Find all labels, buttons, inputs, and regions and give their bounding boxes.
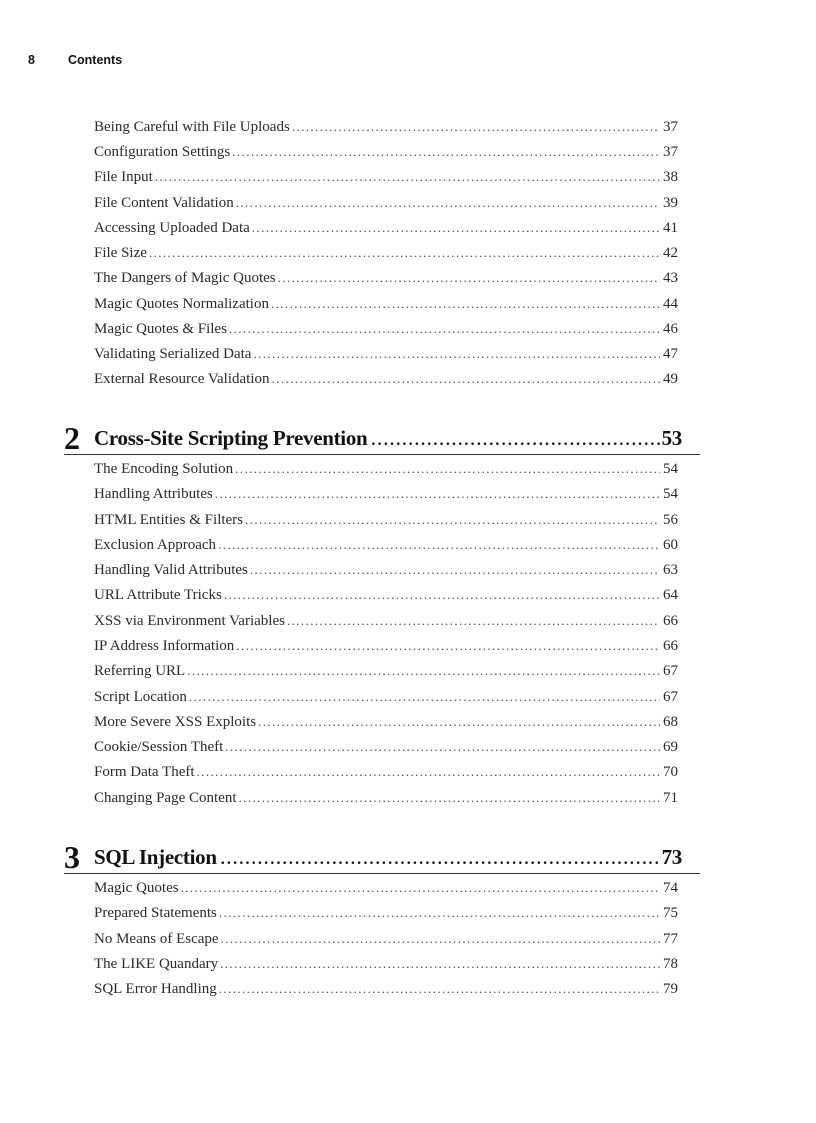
toc-entry-page: 66 [663,613,678,629]
dot-leader [292,118,660,136]
toc-entry-title: HTML Entities & Filters [94,512,244,528]
toc-entry-title: File Size [94,245,147,261]
toc-entry-title: External Resource Validation [94,371,270,387]
toc-entry[interactable] [94,879,678,897]
toc-entry-title: The Dangers of Magic Quotes [94,270,276,286]
dot-leader [149,244,660,262]
toc-entry-title: IP Address Information [94,638,235,654]
chapter-number: 3 [64,839,80,875]
toc-entry-page: 47 [663,346,678,362]
toc-entry-title: File Content Validation [94,195,234,211]
dot-leader [225,738,660,756]
dot-leader [189,688,660,706]
toc-entry-title: SQL Error Handling [94,981,217,997]
toc-entry-page: 69 [663,739,678,755]
dot-leader [155,168,660,186]
toc-entry[interactable] [94,345,678,363]
dot-leader [245,511,660,529]
dot-leader [235,460,660,478]
toc-entry[interactable] [94,713,678,731]
toc-entry[interactable] [94,118,678,136]
toc-entry-page: 38 [663,169,678,185]
toc-entry-page: 60 [663,537,678,553]
toc-entry-title: XSS via Environment Variables [94,613,285,629]
toc-entry-page: 71 [663,790,678,806]
toc-entry[interactable] [94,269,678,287]
dot-leader [278,269,660,287]
toc-entry[interactable] [94,194,678,212]
toc-entry-page: 77 [663,931,678,947]
toc-entry[interactable] [94,143,678,161]
toc-entry-title: Magic Quotes & Files [94,321,227,337]
toc-entry-page: 64 [663,587,678,603]
toc-entry-title: Magic Quotes Normalization [94,296,269,312]
toc-entry[interactable] [94,561,678,579]
toc-entry-page: 41 [663,220,678,236]
toc-entry-page: 75 [663,905,678,921]
dot-leader [181,879,660,897]
dot-leader [224,586,660,604]
dot-leader [219,904,660,922]
toc-entry-title: Changing Page Content [94,790,237,806]
toc-entry-page: 37 [663,144,678,160]
page-number: 8 [28,53,35,67]
toc-entry-title: The LIKE Quandary [94,956,219,972]
toc-entry-page: 54 [663,486,678,502]
toc-entry-page: 39 [663,195,678,211]
dot-leader [187,662,660,680]
toc-entry-title: Handling Valid Attributes [94,562,248,578]
toc-entry[interactable] [94,980,678,998]
dot-leader [371,432,659,450]
toc-entry-page: 74 [663,880,678,896]
dot-leader [272,370,660,388]
dot-leader [232,143,660,161]
toc-entry-title: Handling Attributes [94,486,213,502]
toc-entry-title: Script Location [94,689,187,705]
toc-entry-page: 63 [663,562,678,578]
toc-entry[interactable] [94,536,678,554]
toc-entry-title: Referring URL [94,663,186,679]
toc-entry[interactable] [94,244,678,262]
toc-entry[interactable] [94,637,678,655]
toc-entry-page: 42 [663,245,678,261]
toc-entry-title: Validating Serialized Data [94,346,252,362]
toc-entry-title: File Input [94,169,153,185]
toc-entry-page: 66 [663,638,678,654]
toc-entry[interactable] [94,320,678,338]
toc-entry-title: Cookie/Session Theft [94,739,224,755]
toc-entry-page: 49 [663,371,678,387]
toc-entry-title: URL Attribute Tricks [94,587,222,603]
dot-leader [253,345,660,363]
toc-entry[interactable] [94,738,678,756]
chapter-page: 73 [661,845,682,869]
toc-entry[interactable] [94,662,678,680]
dot-leader [287,612,660,630]
running-title: Contents [68,53,123,67]
toc-entry-title: Prepared Statements [94,905,217,921]
toc-entry[interactable] [94,485,678,503]
toc-entry[interactable] [94,511,678,529]
toc-entry[interactable] [94,955,678,973]
toc-entry-page: 70 [663,764,678,780]
toc-entry-page: 68 [663,714,678,730]
toc-entry[interactable] [94,612,678,630]
chapter-heading-3[interactable] [64,841,700,874]
toc-entry-page: 44 [663,296,678,312]
dot-leader [252,219,660,237]
chapter-title: Cross-Site Scripting Prevention [94,426,368,450]
dot-leader [236,194,660,212]
toc-entry-page: 67 [663,689,678,705]
chapter-number: 2 [64,420,80,456]
dot-leader [221,930,660,948]
toc-entry-title: Configuration Settings [94,144,231,160]
toc-entry-page: 43 [663,270,678,286]
dot-leader [258,713,660,731]
dot-leader [215,485,660,503]
dot-leader [271,295,660,313]
chapter-page: 53 [661,426,682,450]
dot-leader [229,320,660,338]
toc-entry-title: Exclusion Approach [94,537,217,553]
dot-leader [197,763,660,781]
toc-entry-title: Magic Quotes [94,880,179,896]
toc-entry-page: 54 [663,461,678,477]
toc-entry[interactable] [94,789,678,807]
toc-entry-page: 46 [663,321,678,337]
chapter-title: SQL Injection [94,845,217,869]
dot-leader [221,851,660,869]
toc-entry[interactable] [94,688,678,706]
dot-leader [218,536,660,554]
toc-entry[interactable] [94,904,678,922]
dot-leader [219,980,660,998]
toc-entry[interactable] [94,370,678,388]
toc-entry[interactable] [94,295,678,313]
toc-entry[interactable] [94,586,678,604]
toc-entry-title: Form Data Theft [94,764,195,780]
toc-entry-page: 37 [663,119,678,135]
chapter-heading-2[interactable] [64,422,700,455]
toc-entry[interactable] [94,168,678,186]
dot-leader [220,955,660,973]
toc-entry[interactable] [94,460,678,478]
toc-entry-title: No Means of Escape [94,931,219,947]
toc-entry-page: 67 [663,663,678,679]
running-header [28,53,122,67]
toc-entry-title: More Severe XSS Exploits [94,714,257,730]
toc-entry-title: Being Careful with File Uploads [94,119,290,135]
toc-entry[interactable] [94,930,678,948]
dot-leader [236,637,660,655]
dot-leader [239,789,661,807]
toc-entry[interactable] [94,763,678,781]
dot-leader [250,561,660,579]
toc-entry-page: 78 [663,956,678,972]
toc-entry[interactable] [94,219,678,237]
toc-entry-title: Accessing Uploaded Data [94,220,250,236]
toc-entry-title: The Encoding Solution [94,461,234,477]
toc-entry-page: 79 [663,981,678,997]
toc-entry-page: 56 [663,512,678,528]
